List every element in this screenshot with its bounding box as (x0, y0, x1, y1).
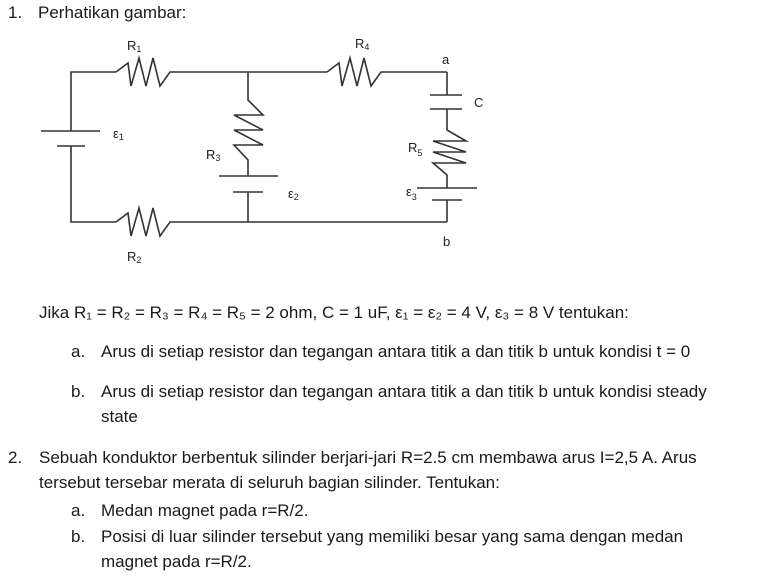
resistor-r1-symbol (116, 58, 178, 86)
label-e1: ε1 (113, 126, 124, 142)
q1-item-a-marker: a. (71, 342, 86, 361)
q1-item-b-text-line2: state (101, 407, 138, 426)
question-2-number: 2. (8, 448, 23, 467)
label-c: C (474, 95, 484, 110)
label-r2: R2 (127, 249, 142, 265)
question-1-prompt: Perhatikan gambar: (38, 3, 187, 22)
q2-item-a-marker: a. (71, 501, 86, 520)
battery-e3-symbol (417, 188, 477, 222)
resistor-r5-symbol (433, 109, 466, 188)
battery-e2-symbol (219, 176, 278, 222)
resistor-r4-symbol (327, 58, 388, 86)
battery-e1-symbol (41, 131, 100, 146)
q1-item-a-text: Arus di setiap resistor dan tegangan antara titik a dan titik b untuk kondisi t = 0 (101, 342, 691, 361)
label-e2: ε2 (288, 186, 299, 202)
label-e3: $\varepsilon_3$ (406, 184, 417, 202)
q2-item-a-text: Medan magnet pada r=R/2. (101, 501, 309, 520)
resistor-r2-symbol (116, 208, 178, 236)
question-1-given: Jika R₁ = R₂ = R₃ = R₄ = R₅ = 2 ohm, C = 1 uF, ε₁ = ε₂ = 4 V, ε₃ = 8 V tentukan: (39, 303, 629, 322)
q2-item-b-text-line2: magnet pada r=R/2. (101, 552, 252, 571)
resistor-r3-symbol (234, 72, 263, 176)
label-r1: R1 (127, 38, 142, 54)
label-point-a: a (442, 52, 450, 67)
label-point-b: b (443, 234, 451, 249)
label-r4: R4 (355, 36, 370, 52)
q2-item-b-marker: b. (71, 527, 86, 546)
q1-item-b-text-line1: Arus di setiap resistor dan tegangan antara titik a dan titik b untuk kondisi steady (101, 382, 707, 401)
q1-item-b-marker: b. (71, 382, 86, 401)
q2-item-b-text-line1: Posisi di luar silinder tersebut yang memiliki besar yang sama dengan medan (101, 527, 684, 546)
question-1-number: 1. (8, 3, 23, 22)
label-r5: $R_5$ (408, 140, 423, 158)
question-2-line2: tersebut tersebar merata di seluruh bagian silinder. Tentukan: (39, 473, 500, 492)
capacitor-c-symbol (430, 72, 462, 109)
label-r3: R3 (206, 147, 221, 163)
question-2-line1: Sebuah konduktor berbentuk silinder berjari-jari R=2.5 cm membawa arus I=2,5 A. Arus (39, 448, 697, 467)
left-branch-wire (71, 72, 116, 222)
